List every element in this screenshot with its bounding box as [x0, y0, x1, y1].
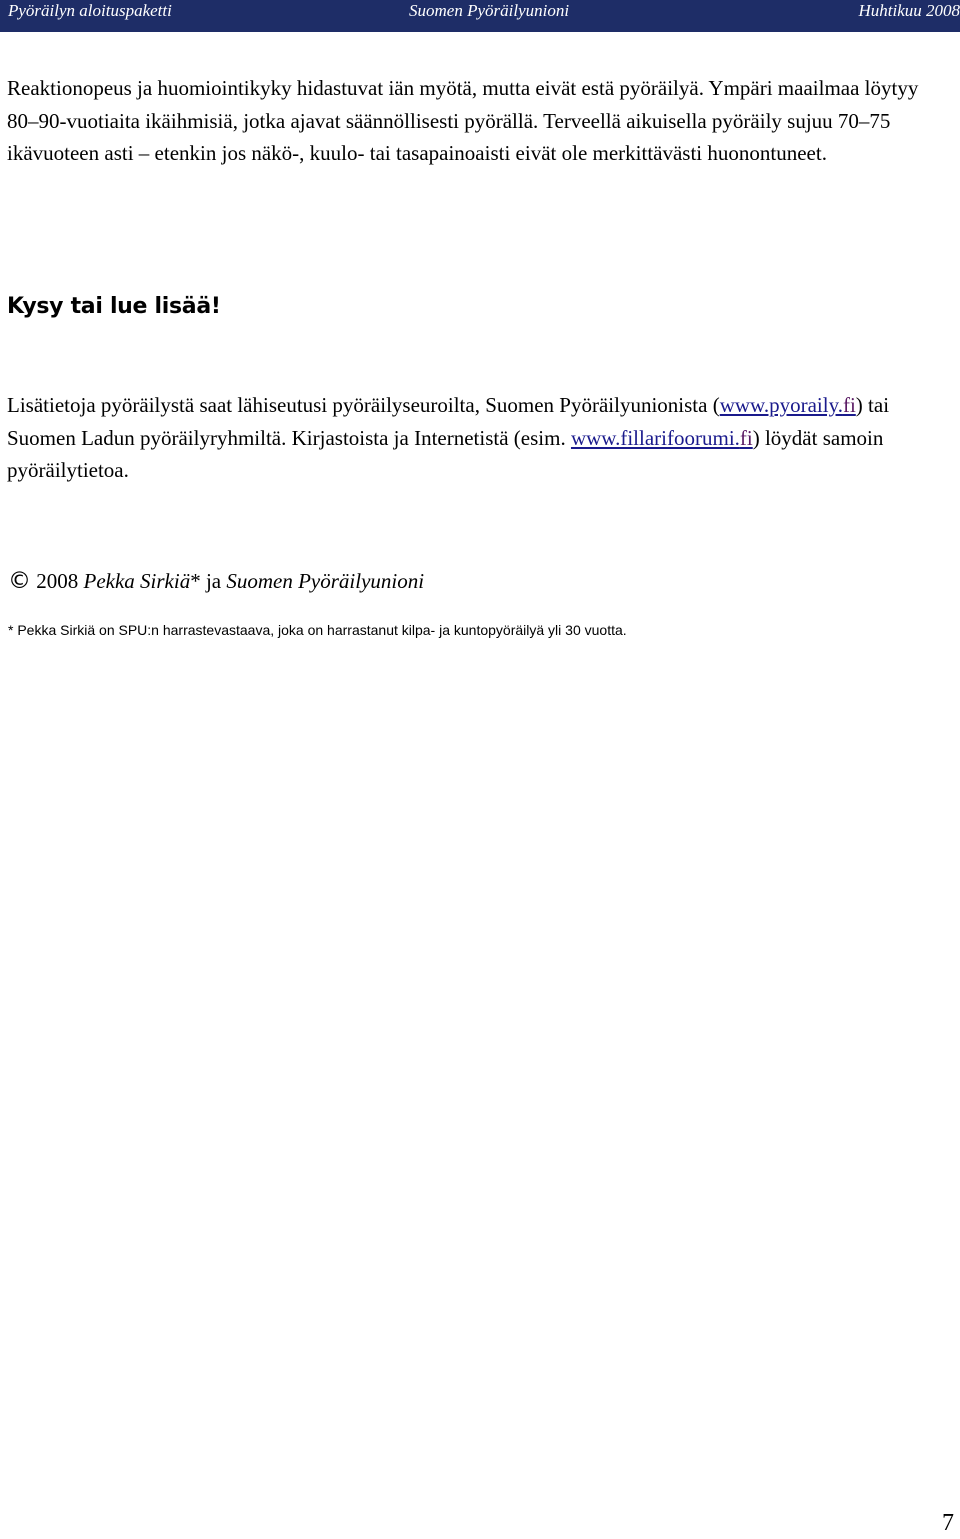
copyright-conjunction: ja	[205, 569, 222, 593]
header-organization: Suomen Pyöräilyunioni	[409, 1, 570, 20]
copyright-symbol: ©	[8, 568, 31, 594]
copyright-line	[8, 565, 424, 597]
copyright-author: Pekka Sirkiä	[83, 569, 191, 593]
copyright-year: 2008	[36, 569, 79, 593]
author-footnote: * Pekka Sirkiä on SPU:n harrastevastaava, joka on harrastanut kilpa- ja kuntopyöräilyä yli 30 vuotta.	[8, 622, 627, 638]
copyright-organization: Suomen Pyöräilyunioni	[226, 569, 425, 593]
header-date: Huhtikuu 2008	[858, 1, 960, 20]
section-heading: Kysy tai lue lisää!	[7, 294, 221, 319]
more-info-text-2: ) tai Suomen Ladun pyöräilyryhmiltä. Kirjastoista ja Internetistä (esim.	[7, 393, 890, 450]
more-info-text-3: ) löydät samoin pyöräilytietoa.	[7, 425, 884, 482]
link-pyoraily[interactable]: www.pyoraily.fi	[719, 393, 856, 417]
paragraph-aging-cycling: Reaktionopeus ja huomiointikyky hidastuvat iän myötä, mutta eivät estä pyöräilyä. Ympäri maailmaa löytyy 80–90-vuotiaita ikäihmisiä, jotka ajavat säännöllisesti pyörällä. Terveellä aikuisella pyöräily sujuu 70–75 ikävuoteen asti – etenkin jos näkö-, kuulo- tai tasapainoaisti eivät ole merkittävästi huonontuneet.	[7, 76, 919, 165]
page-number: 7	[942, 1510, 954, 1536]
paragraph-more-info	[7, 389, 947, 487]
page-header	[0, 0, 960, 34]
more-info-text-1: Lisätietoja pyöräilystä saat lähiseutusi pyöräilyseuroilta, Suomen Pyöräilyunionista (	[7, 393, 720, 417]
copyright-asterisk: *	[190, 569, 201, 593]
header-document-title: Pyöräilyn aloituspaketti	[8, 1, 172, 20]
link-fillarifoorumi[interactable]: www.fillarifoorumi.fi	[570, 425, 753, 450]
